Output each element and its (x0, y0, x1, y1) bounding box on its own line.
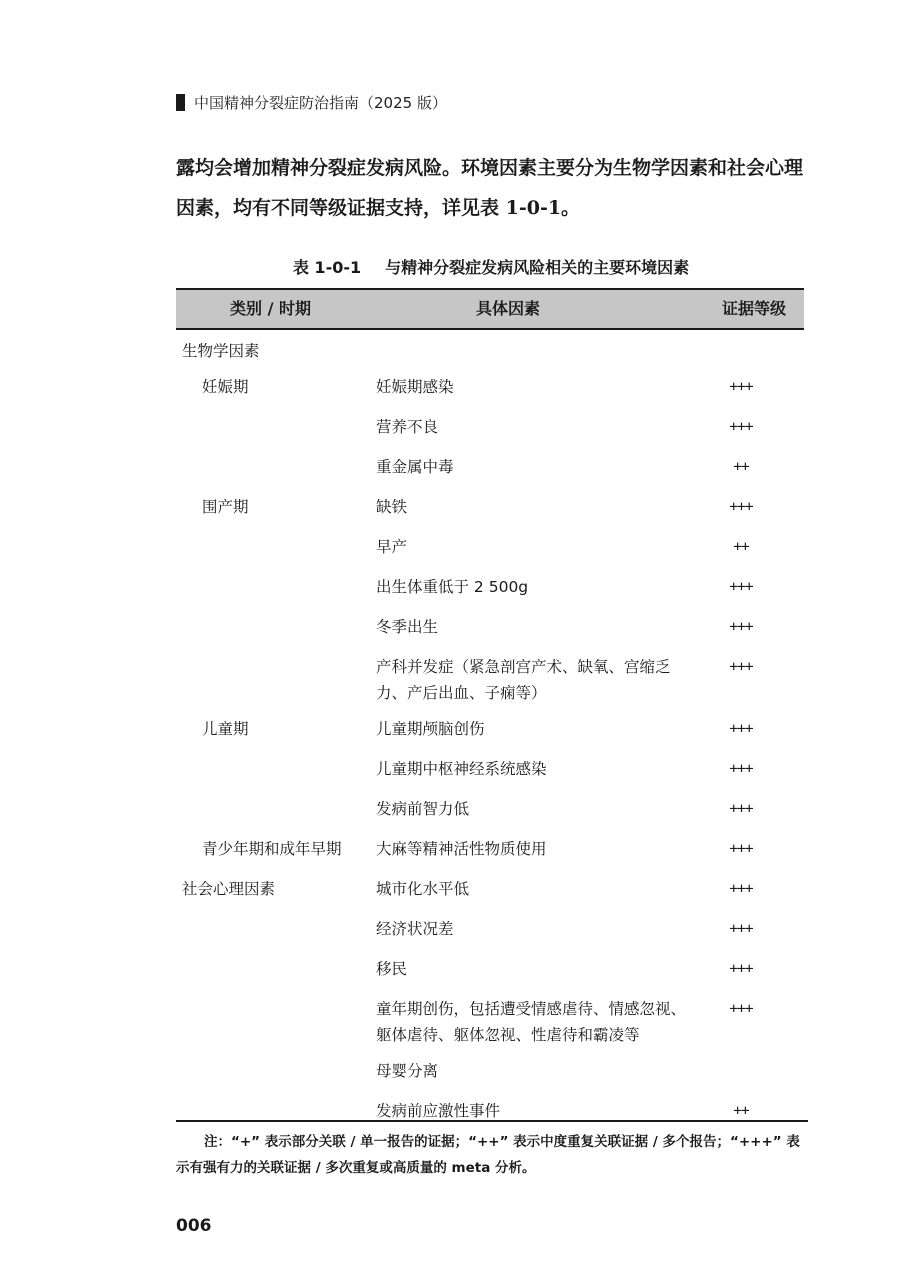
table-row (176, 564, 804, 604)
page-number: 006 (176, 1216, 212, 1236)
cell-factor: 移民 (376, 960, 408, 978)
table-body (176, 328, 804, 1128)
cell-factor: 妊娠期感染 (376, 378, 454, 396)
cell-evidence-grade: +++ (729, 579, 753, 595)
cell-evidence-grade: +++ (729, 881, 753, 897)
cell-evidence-grade: ++ (733, 539, 749, 555)
cell-factor: 营养不良 (376, 418, 439, 436)
table-row (176, 524, 804, 564)
table-row (176, 1048, 804, 1088)
table-row (176, 946, 804, 986)
cell-evidence-grade: ++ (733, 459, 749, 475)
table-row (176, 786, 804, 826)
table-row (176, 986, 804, 1048)
cell-category: 青少年期和成年早期 (202, 840, 342, 858)
cell-factor: 经济状况差 (376, 920, 454, 938)
table-note: 注：“+” 表示部分关联 / 单一报告的证据；“++” 表示中度重复关联证据 / 多个报告；“+++” 表示有强有力的关联证据 / 多次重复或高质量的 meta 分析。 (176, 1134, 800, 1176)
cell-category: 儿童期 (202, 720, 249, 738)
table-title: 与精神分裂症发病风险相关的主要环境因素 (385, 258, 690, 277)
cell-evidence-grade: +++ (729, 801, 753, 817)
table-row (176, 906, 804, 946)
table-bottom-rule (176, 1120, 808, 1122)
column-header-category: 类别 / 时期 (230, 299, 311, 318)
cell-factor: 儿童期中枢神经系统感染 (376, 760, 547, 778)
table-row (176, 404, 804, 444)
table-row (176, 444, 804, 484)
table-row (176, 1088, 804, 1128)
cell-evidence-grade: +++ (729, 1001, 753, 1017)
table-row (176, 484, 804, 524)
cell-evidence-grade: +++ (729, 659, 753, 675)
table-number: 表 1-0-1 (292, 258, 362, 277)
cell-factor: 重金属中毒 (376, 458, 454, 476)
cell-factor: 童年期创伤，包括遭受情感虐待、情感忽视、躯体虐待、躯体忽视、性虐待和霸凌等 (376, 1000, 687, 1044)
cell-factor: 儿童期颅脑创伤 (376, 720, 485, 738)
running-header (176, 92, 447, 113)
cell-factor: 出生体重低于 2 500g (376, 578, 529, 596)
intro-paragraph: 露均会增加精神分裂症发病风险。环境因素主要分为生物学因素和社会心理因素，均有不同等级证据支持，详见表 1-0-1。 (176, 157, 804, 219)
table-row (176, 644, 804, 706)
cell-evidence-grade: ++ (733, 1103, 749, 1119)
table-header (176, 288, 804, 330)
cell-evidence-grade: +++ (729, 721, 753, 737)
table-row (176, 866, 804, 906)
cell-factor: 大麻等精神活性物质使用 (376, 840, 547, 858)
cell-evidence-grade: +++ (729, 499, 753, 515)
cell-evidence-grade: +++ (729, 921, 753, 937)
cell-evidence-grade: +++ (729, 841, 753, 857)
cell-evidence-grade: +++ (729, 419, 753, 435)
table-row (176, 604, 804, 644)
cell-factor: 早产 (376, 538, 408, 556)
cell-category: 围产期 (202, 498, 249, 516)
table-row (176, 706, 804, 746)
cell-evidence-grade: +++ (729, 961, 753, 977)
cell-factor: 产科并发症（紧急剖宫产术、缺氧、宫缩乏力、产后出血、子痫等） (376, 658, 671, 702)
cell-evidence-grade: +++ (729, 379, 753, 395)
cell-factor: 缺铁 (376, 498, 408, 516)
cell-evidence-grade: +++ (729, 619, 753, 635)
cell-category: 社会心理因素 (182, 880, 276, 898)
cell-factor: 冬季出生 (376, 618, 439, 636)
table-row (176, 746, 804, 786)
table-row (176, 364, 804, 404)
cell-category: 妊娠期 (202, 378, 249, 396)
column-header-factor: 具体因素 (476, 299, 541, 318)
cell-factor: 母婴分离 (376, 1062, 439, 1080)
table-row (176, 826, 804, 866)
cell-evidence-grade: +++ (729, 761, 753, 777)
cell-category: 生物学因素 (182, 342, 260, 360)
header-marker-bar (176, 94, 185, 111)
cell-factor: 城市化水平低 (376, 880, 470, 898)
running-title: 中国精神分裂症防治指南（2025 版） (194, 94, 447, 112)
column-header-grade: 证据等级 (721, 299, 786, 318)
table-caption (176, 255, 806, 278)
cell-factor: 发病前应激性事件 (376, 1102, 501, 1120)
cell-factor: 发病前智力低 (376, 800, 470, 818)
table-row (176, 328, 804, 364)
